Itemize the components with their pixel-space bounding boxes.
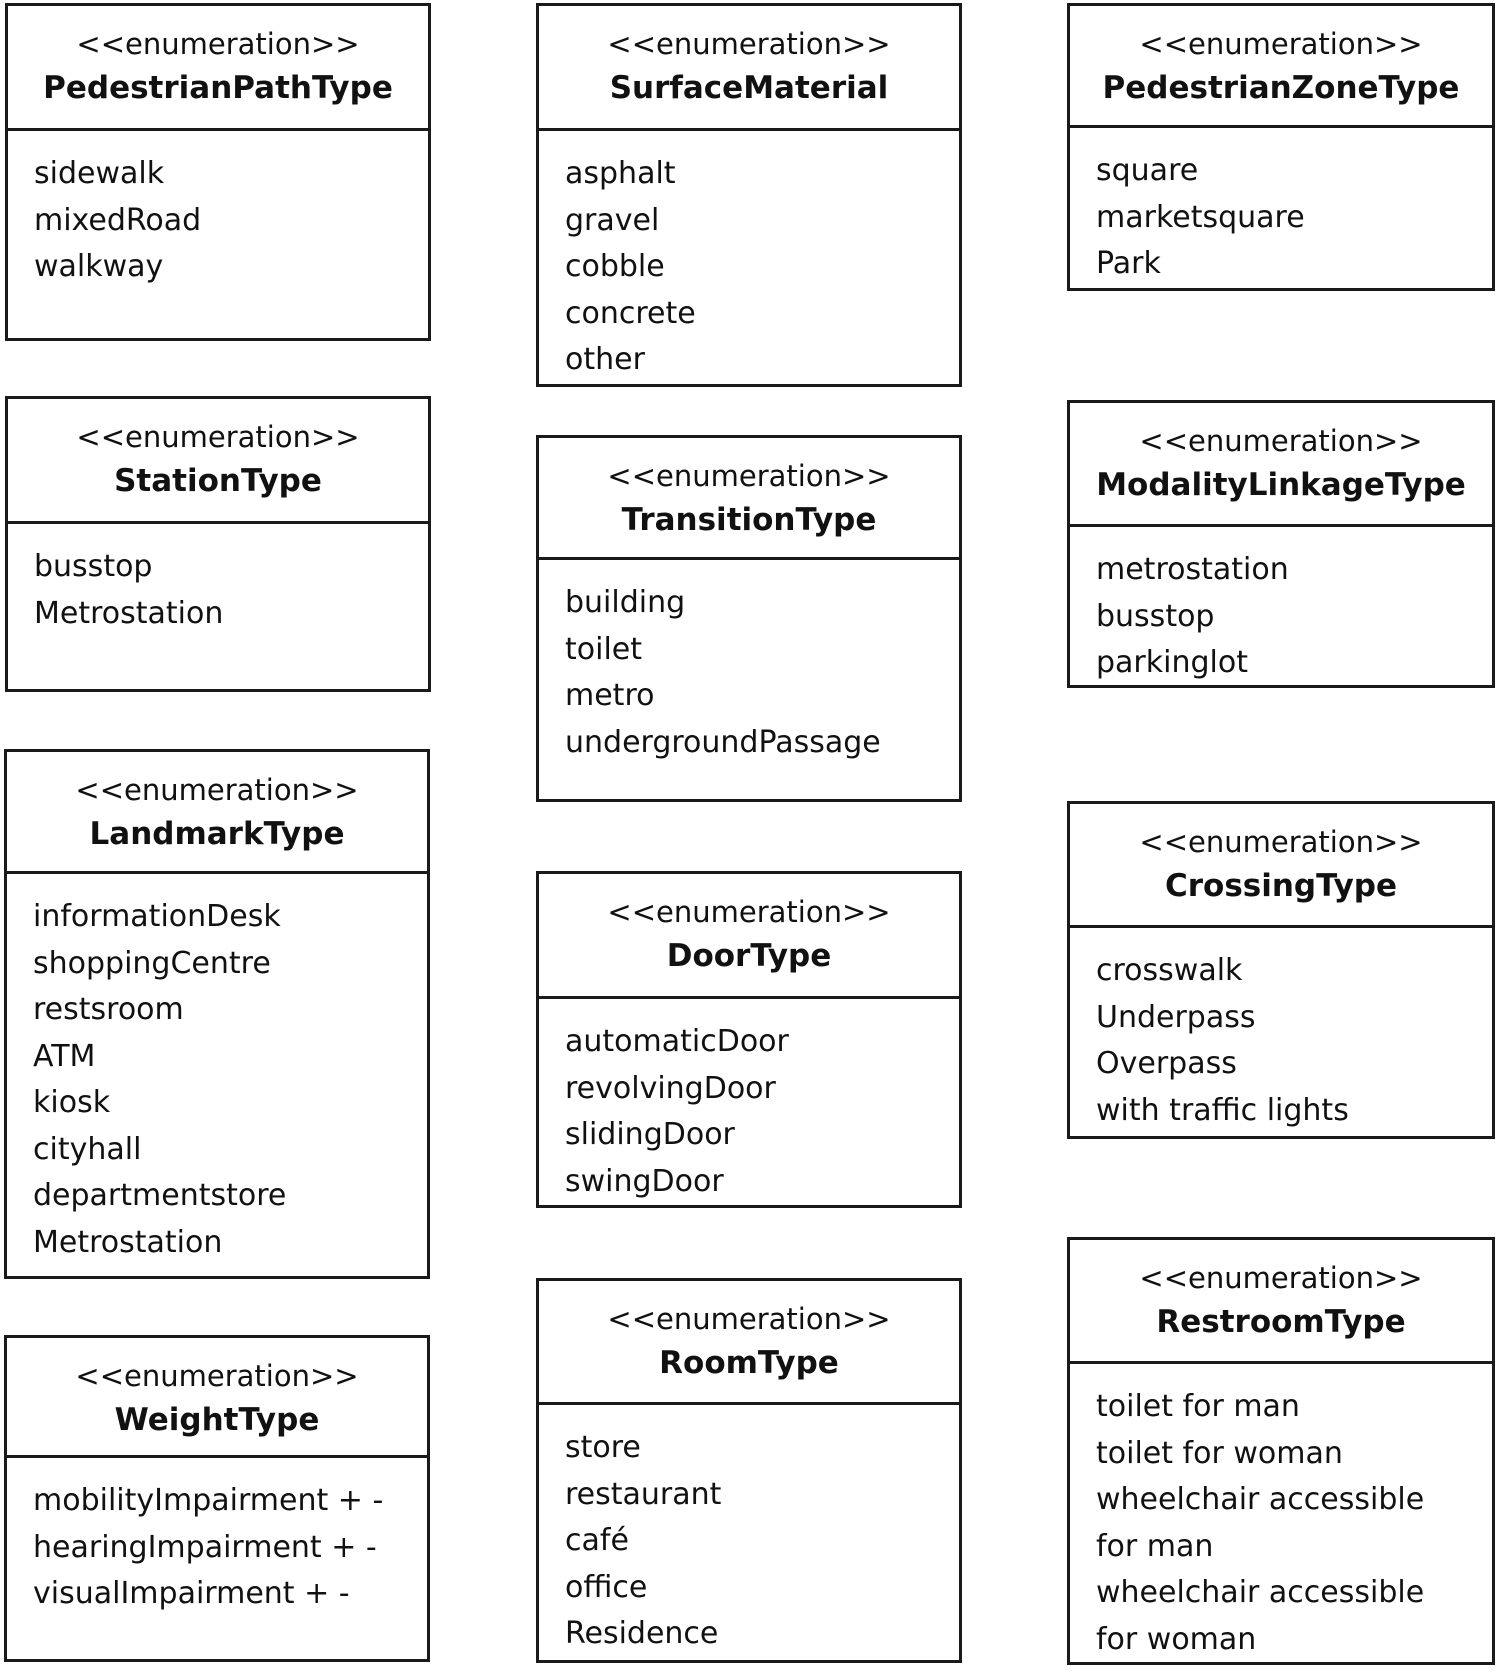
enum-value: ATM <box>33 1038 96 1074</box>
enum-name: RoomType <box>659 1345 839 1381</box>
enum-values <box>8 131 428 291</box>
enum-header <box>539 874 959 999</box>
enum-value: wheelchair accessible <box>1096 1575 1425 1610</box>
enum-value: asphalt <box>565 156 676 191</box>
enum-values <box>8 524 428 637</box>
enum-station-type <box>5 396 431 692</box>
enum-door-type <box>536 871 962 1208</box>
enum-value: slidingDoor <box>565 1117 735 1152</box>
enum-value: revolvingDoor <box>565 1070 776 1106</box>
enum-name: PedestrianZoneType <box>1102 70 1460 106</box>
enum-value: restaurant <box>565 1476 722 1512</box>
enum-value: building <box>565 585 686 620</box>
enum-weight-type <box>4 1335 430 1662</box>
enum-header <box>7 1338 427 1458</box>
enum-room-type <box>536 1278 962 1663</box>
enum-name: DoorType <box>666 938 832 974</box>
enum-surface-material <box>536 3 962 387</box>
enum-value: marketsquare <box>1096 199 1305 235</box>
enum-pedestrian-path-type <box>5 3 431 341</box>
enum-value: for woman <box>1096 1621 1257 1657</box>
enum-values <box>539 131 959 384</box>
enum-value: other <box>565 342 645 377</box>
stereotype-label: <<enumeration>> <box>607 1302 891 1336</box>
enum-name: StationType <box>114 463 322 499</box>
enum-value: crosswalk <box>1096 953 1243 988</box>
enum-header <box>1070 403 1492 527</box>
enum-value: store <box>565 1430 641 1465</box>
enum-values <box>1070 527 1492 687</box>
enum-value: gravel <box>565 202 660 238</box>
enum-values <box>1070 928 1492 1134</box>
enum-value: metro <box>565 678 655 713</box>
enum-name: LandmarkType <box>89 816 345 852</box>
enum-name: ModalityLinkageType <box>1096 467 1466 503</box>
enum-value: Metrostation <box>33 1224 223 1260</box>
enum-value: toilet for man <box>1096 1389 1300 1424</box>
enum-header <box>539 1281 959 1405</box>
stereotype-label: <<enumeration>> <box>76 420 360 454</box>
enum-name: TransitionType <box>621 502 877 538</box>
enum-value: busstop <box>1096 598 1215 634</box>
enum-header <box>539 6 959 131</box>
enum-value: office <box>565 1569 648 1605</box>
enum-modality-linkage-type <box>1067 400 1495 688</box>
stereotype-label: <<enumeration>> <box>1139 424 1423 458</box>
enum-value: wheelchair accessible <box>1096 1482 1425 1517</box>
enum-pedestrian-zone-type <box>1067 3 1495 291</box>
enum-value: visualImpairment + - <box>33 1576 350 1611</box>
enum-header <box>1070 6 1492 128</box>
stereotype-label: <<enumeration>> <box>1139 825 1423 859</box>
enum-header <box>8 399 428 524</box>
enum-value: square <box>1096 153 1199 188</box>
enum-values <box>539 1405 959 1658</box>
enum-value: kiosk <box>33 1085 111 1120</box>
stereotype-label: <<enumeration>> <box>607 27 891 61</box>
enum-value: cityhall <box>33 1131 142 1167</box>
enum-value: toilet <box>565 631 643 667</box>
enum-values <box>1070 128 1492 288</box>
enum-values <box>539 560 959 766</box>
enum-value: for man <box>1096 1528 1214 1564</box>
stereotype-label: <<enumeration>> <box>1139 1261 1423 1295</box>
enum-crossing-type <box>1067 801 1495 1139</box>
enum-value: automaticDoor <box>565 1024 789 1059</box>
stereotype-label: <<enumeration>> <box>75 773 359 807</box>
enum-value: mixedRoad <box>34 202 202 238</box>
enum-value: Park <box>1096 246 1161 281</box>
stereotype-label: <<enumeration>> <box>1139 27 1423 61</box>
enum-values <box>7 1458 427 1618</box>
enum-name: WeightType <box>114 1402 320 1438</box>
enum-header <box>1070 804 1492 928</box>
enum-value: undergroundPassage <box>565 724 881 760</box>
enum-header <box>7 752 427 874</box>
enum-header <box>1070 1240 1492 1364</box>
enum-name: RestroomType <box>1156 1304 1406 1340</box>
stereotype-label: <<enumeration>> <box>607 459 891 493</box>
enum-value: Underpass <box>1096 999 1256 1035</box>
enum-values <box>1070 1364 1492 1663</box>
enum-value: busstop <box>34 549 153 584</box>
enum-value: parkinglot <box>1096 645 1248 680</box>
enum-value: restsroom <box>33 992 184 1027</box>
enum-value: sidewalk <box>34 156 165 191</box>
stereotype-label: <<enumeration>> <box>76 27 360 61</box>
enum-value: café <box>565 1523 629 1558</box>
enum-transition-type <box>536 435 962 802</box>
enum-value: Overpass <box>1096 1046 1237 1081</box>
enum-value: Residence <box>565 1616 719 1651</box>
enum-value: concrete <box>565 295 696 331</box>
enum-value: shoppingCentre <box>33 945 271 981</box>
enum-value: with traffic lights <box>1096 1092 1349 1128</box>
enum-value: departmentstore <box>33 1178 287 1213</box>
enum-restroom-type <box>1067 1237 1495 1665</box>
enum-name: SurfaceMaterial <box>609 70 889 106</box>
enum-landmark-type <box>4 749 430 1279</box>
enum-value: cobble <box>565 249 665 284</box>
enum-value: toilet for woman <box>1096 1435 1343 1471</box>
stereotype-label: <<enumeration>> <box>607 895 891 929</box>
enum-name: PedestrianPathType <box>43 70 393 106</box>
enum-header <box>8 6 428 131</box>
enum-value: hearingImpairment + - <box>33 1529 377 1565</box>
enum-values <box>539 999 959 1205</box>
enum-name: CrossingType <box>1164 868 1397 904</box>
enum-value: swingDoor <box>565 1163 724 1199</box>
enum-values <box>7 874 427 1266</box>
enum-header <box>539 438 959 560</box>
stereotype-label: <<enumeration>> <box>75 1359 359 1393</box>
enum-value: mobilityImpairment + - <box>33 1483 384 1518</box>
enum-value: walkway <box>34 249 164 284</box>
enum-value: metrostation <box>1096 552 1289 587</box>
enum-value: informationDesk <box>33 899 281 934</box>
enum-value: Metrostation <box>34 595 224 631</box>
